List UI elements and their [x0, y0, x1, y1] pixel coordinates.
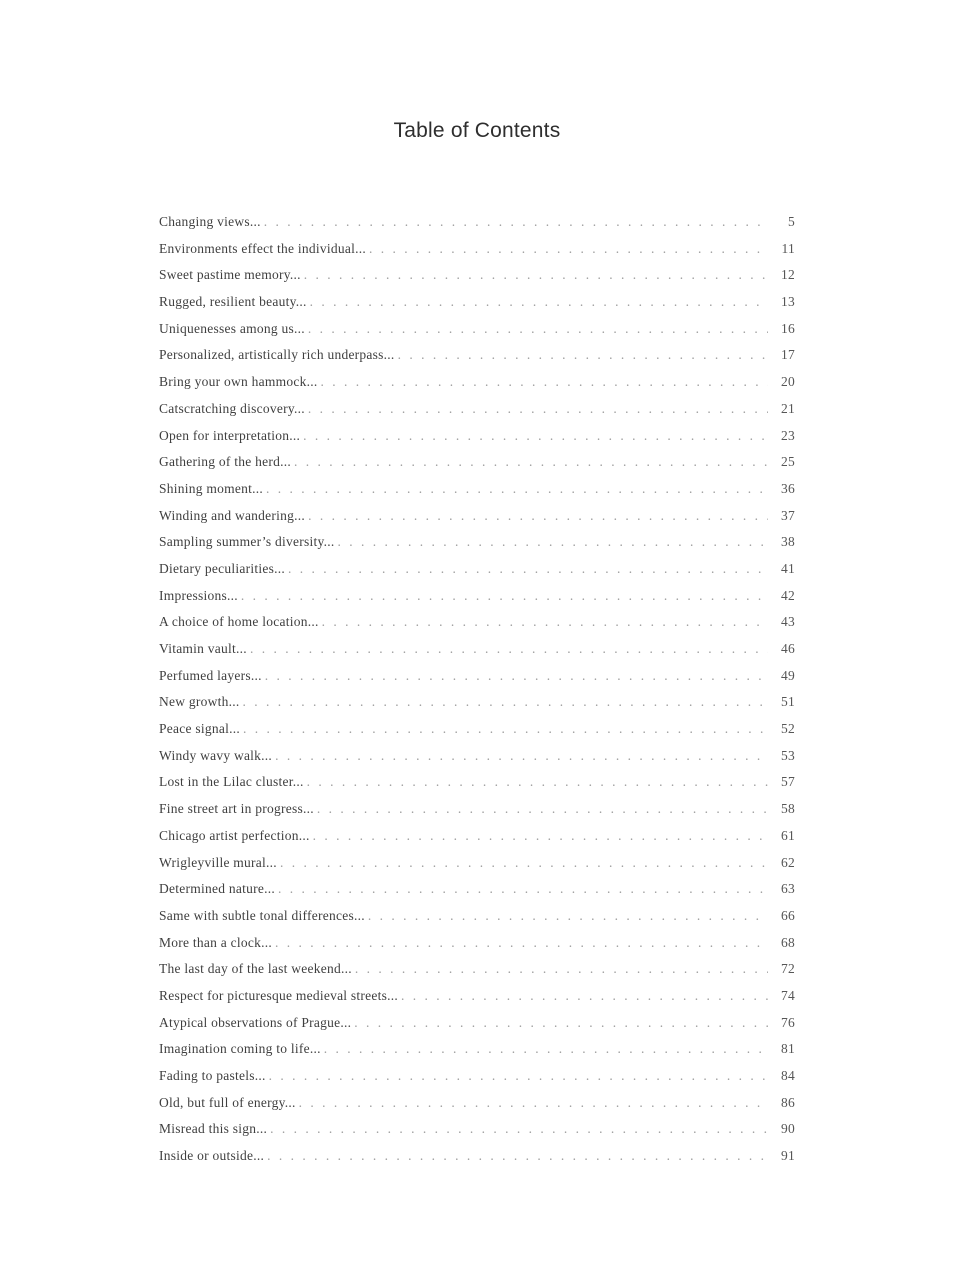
- dot-leader: [351, 1010, 768, 1037]
- dot-leader: [240, 689, 769, 716]
- dot-leader: [305, 396, 768, 423]
- toc-entry-page-number: 62: [781, 854, 795, 870]
- toc-entry-title: Winding and wandering...: [159, 507, 306, 523]
- toc-entry: [159, 1010, 795, 1037]
- toc-entry-page-number: 52: [781, 721, 795, 737]
- toc-entry-page-number: 66: [781, 907, 795, 923]
- toc-entry-page-number: 43: [781, 614, 795, 630]
- toc-entry-page-number: 41: [781, 560, 795, 576]
- dot-leader: [285, 556, 768, 583]
- dot-leader: [261, 209, 768, 236]
- toc-entry-title: Bring your own hammock...: [159, 374, 318, 390]
- toc-entry-title: Same with subtle tonal differences...: [159, 907, 365, 923]
- toc-entry-page-number: 76: [781, 1014, 795, 1030]
- toc-entry: [159, 796, 795, 823]
- toc-entry: [159, 1063, 795, 1090]
- dot-leader: [310, 823, 768, 850]
- dot-leader: [296, 1090, 768, 1117]
- toc-entry-title: Environments effect the individual...: [159, 240, 366, 256]
- dot-leader: [335, 529, 769, 556]
- toc-entry: [159, 689, 795, 716]
- toc-entry: [159, 289, 795, 316]
- toc-entry: [159, 316, 795, 343]
- toc-entry-title: Determined nature...: [159, 881, 275, 897]
- toc-entry-page-number: 72: [781, 961, 795, 977]
- toc-entry-page-number: 68: [781, 934, 795, 950]
- dot-leader: [305, 316, 768, 343]
- toc-entry-title: Uniquenesses among us...: [159, 320, 305, 336]
- dot-leader: [266, 1063, 768, 1090]
- dot-leader: [314, 796, 768, 823]
- toc-entry: [159, 636, 795, 663]
- dot-leader: [319, 609, 768, 636]
- dot-leader: [272, 930, 768, 957]
- toc-entry-title: Old, but full of energy...: [159, 1094, 296, 1110]
- toc-entry-page-number: 42: [781, 587, 795, 603]
- toc-entry: [159, 823, 795, 850]
- toc-entry-title: Perfumed layers...: [159, 667, 262, 683]
- toc-entry-page-number: 63: [781, 881, 795, 897]
- toc-entry-title: Peace signal...: [159, 721, 240, 737]
- dot-leader: [263, 476, 768, 503]
- dot-leader: [238, 583, 768, 610]
- toc-entry-page-number: 25: [781, 454, 795, 470]
- toc-entry: [159, 769, 795, 796]
- toc-entry: [159, 1036, 795, 1063]
- toc-entry-page-number: 53: [781, 747, 795, 763]
- toc-entry-title: Dietary peculiarities...: [159, 560, 285, 576]
- toc-entry: [159, 209, 795, 236]
- toc-entry-title: Sampling summer’s diversity...: [159, 534, 335, 550]
- toc-entry: [159, 342, 795, 369]
- toc-entry: [159, 983, 795, 1010]
- dot-leader: [305, 503, 768, 530]
- toc-entry-title: Gathering of the herd...: [159, 454, 291, 470]
- dot-leader: [395, 342, 768, 369]
- toc-entry-page-number: 17: [781, 347, 795, 363]
- dot-leader: [398, 983, 768, 1010]
- toc-entry-title: Changing views...: [159, 214, 261, 229]
- toc-entry-page-number: 51: [781, 694, 795, 710]
- toc-entry-title: Vitamin vault...: [159, 641, 247, 656]
- toc-entry: [159, 236, 795, 263]
- toc-entry-title: Fading to pastels...: [159, 1068, 266, 1083]
- dot-leader: [264, 1143, 768, 1170]
- toc-entry-page-number: 20: [781, 374, 795, 390]
- toc-entry: [159, 476, 795, 503]
- toc-entry-title: Imagination coming to life...: [159, 1041, 321, 1057]
- toc-entry-title: Misread this sign...: [159, 1121, 268, 1137]
- toc-entry: [159, 369, 795, 396]
- toc-entry-page-number: 23: [781, 427, 795, 443]
- toc-entry-page-number: 57: [781, 774, 795, 790]
- toc-entry: [159, 903, 795, 930]
- toc-entry-page-number: 12: [781, 267, 795, 283]
- toc-entry-title: New growth...: [159, 694, 240, 710]
- toc-entry: [159, 396, 795, 423]
- toc-entry-title: Atypical observations of Prague...: [159, 1014, 352, 1030]
- toc-entry: [159, 743, 795, 770]
- toc-entry: [159, 556, 795, 583]
- dot-leader: [304, 769, 768, 796]
- toc-entry-title: Inside or outside...: [159, 1148, 265, 1164]
- toc-entry-title: Catscratching discovery...: [159, 400, 305, 416]
- toc-entry-title: Fine street art in progress...: [159, 801, 314, 817]
- toc-entry-page-number: 91: [781, 1148, 795, 1164]
- toc-entry-page-number: 46: [781, 641, 795, 656]
- toc-entry-title: More than a clock...: [159, 934, 272, 950]
- toc-entry: [159, 850, 795, 877]
- toc-entry: [159, 663, 795, 690]
- toc-entry: [159, 956, 795, 983]
- toc-entry-page-number: 16: [781, 320, 795, 336]
- toc-entry-title: Respect for picturesque medieval streets...: [159, 987, 399, 1003]
- dot-leader: [366, 236, 768, 263]
- toc-entry-title: Rugged, resilient beauty...: [159, 294, 307, 310]
- toc-entry: [159, 583, 795, 610]
- toc-entry: [159, 503, 795, 530]
- toc-entry: [159, 449, 795, 476]
- toc-entry: [159, 930, 795, 957]
- toc-entry-page-number: 11: [781, 240, 795, 256]
- toc-list: [159, 209, 795, 1170]
- toc-entry-page-number: 13: [781, 294, 795, 310]
- dot-leader: [365, 903, 768, 930]
- dot-leader: [300, 423, 768, 450]
- toc-entry-page-number: 38: [781, 534, 795, 550]
- toc-entry: [159, 423, 795, 450]
- toc-entry-page-number: 5: [788, 214, 795, 229]
- toc-entry-page-number: 74: [781, 987, 795, 1003]
- toc-entry-title: Wrigleyville mural...: [159, 854, 277, 870]
- toc-entry-title: A choice of home location...: [159, 614, 319, 630]
- toc-entry: [159, 1116, 795, 1143]
- dot-leader: [301, 262, 768, 289]
- toc-entry-page-number: 81: [781, 1041, 795, 1057]
- toc-entry: [159, 609, 795, 636]
- toc-entry-page-number: 37: [781, 507, 795, 523]
- dot-leader: [307, 289, 768, 316]
- toc-entry: [159, 529, 795, 556]
- toc-entry-title: Sweet pastime memory...: [159, 267, 301, 283]
- dot-leader: [321, 1036, 768, 1063]
- toc-entry-title: Shining moment...: [159, 480, 264, 496]
- toc-entry-title: The last day of the last weekend...: [159, 961, 352, 977]
- dot-leader: [240, 716, 768, 743]
- toc-entry-title: Lost in the Lilac cluster...: [159, 774, 304, 790]
- dot-leader: [247, 636, 768, 663]
- dot-leader: [262, 663, 768, 690]
- toc-entry: [159, 262, 795, 289]
- dot-leader: [291, 449, 768, 476]
- dot-leader: [352, 956, 768, 983]
- toc-entry-page-number: 58: [781, 801, 795, 817]
- toc-entry: [159, 716, 795, 743]
- toc-entry-title: Impressions...: [159, 587, 238, 603]
- toc-entry-page-number: 84: [781, 1068, 795, 1083]
- dot-leader: [277, 850, 768, 877]
- toc-entry-title: Personalized, artistically rich underpass...: [159, 347, 395, 363]
- dot-leader: [317, 369, 768, 396]
- toc-entry-page-number: 86: [781, 1094, 795, 1110]
- dot-leader: [275, 876, 768, 903]
- toc-entry: [159, 1143, 795, 1170]
- toc-entry-page-number: 90: [781, 1121, 795, 1137]
- toc-entry-page-number: 49: [781, 667, 795, 683]
- toc-entry-page-number: 36: [781, 480, 795, 496]
- toc-entry-page-number: 21: [781, 400, 795, 416]
- toc-entry-title: Open for interpretation...: [159, 427, 301, 443]
- toc-entry-title: Chicago artist perfection...: [159, 827, 310, 843]
- toc-entry-page-number: 61: [781, 827, 795, 843]
- page-title: Table of Contents: [393, 119, 561, 142]
- dot-leader: [272, 743, 768, 770]
- dot-leader: [267, 1116, 768, 1143]
- toc-entry: [159, 876, 795, 903]
- toc-entry: [159, 1090, 795, 1117]
- toc-entry-title: Windy wavy walk...: [159, 747, 273, 763]
